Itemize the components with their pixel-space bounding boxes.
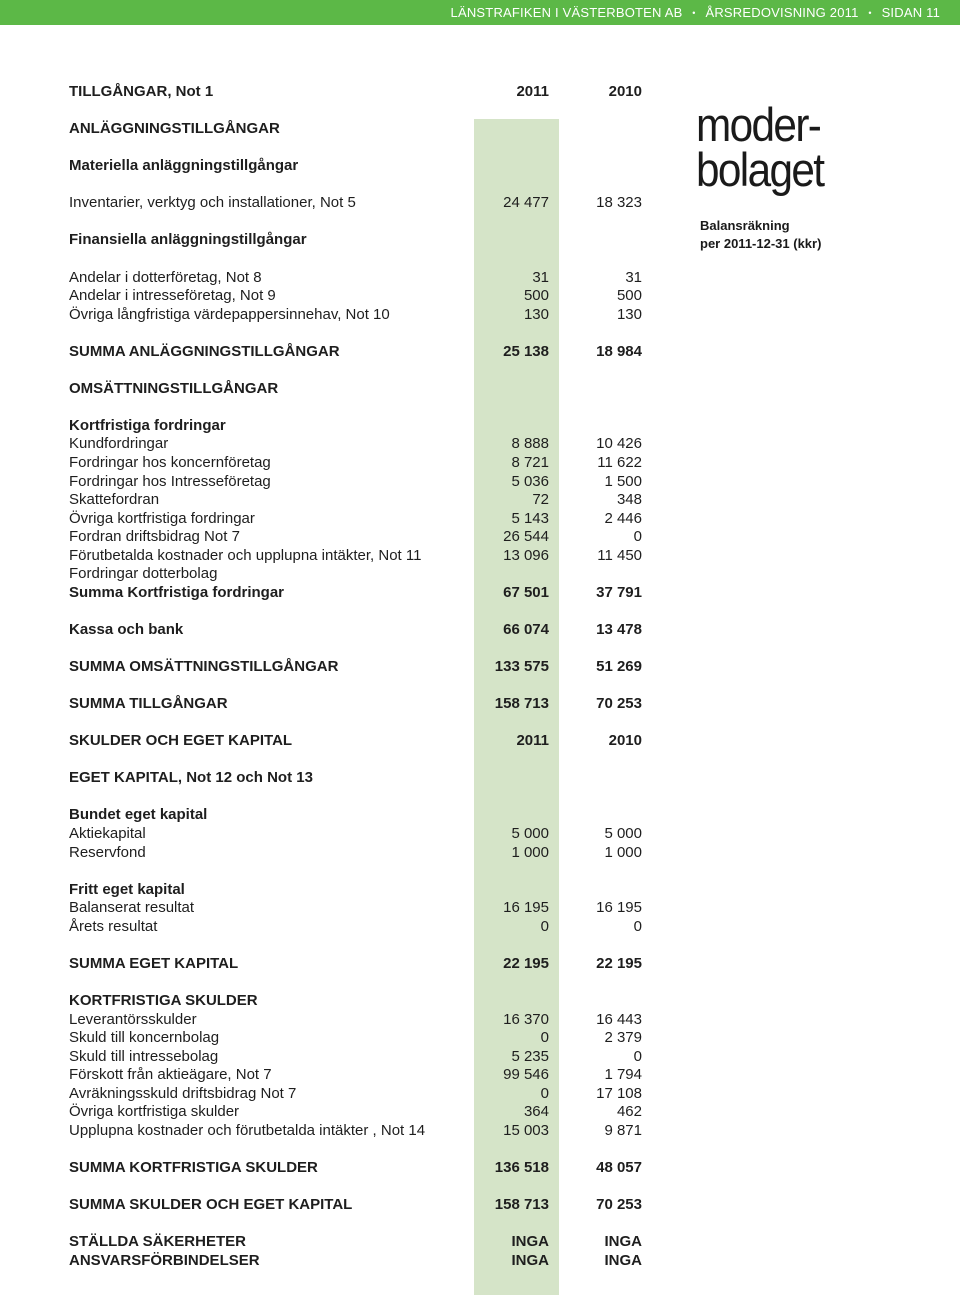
- row-value-2010: 11 622: [597, 454, 642, 471]
- side-title-line-2: bolaget: [696, 143, 824, 196]
- table-row: [69, 1232, 642, 1251]
- row-label: Bundet eget kapital: [69, 806, 208, 824]
- row-label: Summa Kortfristiga fordringar: [69, 583, 285, 601]
- row-value-2011: 26 544: [503, 528, 549, 546]
- row-label: ANSVARSFÖRBINDELSER: [69, 1251, 260, 1269]
- page-header-bar: [0, 0, 960, 25]
- header-report-title: ÅRSREDOVISNING 2011: [705, 5, 859, 20]
- row-value-2010: 18 323: [596, 194, 642, 212]
- row-value-2010: 462: [616, 1103, 642, 1121]
- table-row: [69, 305, 642, 324]
- row-label: Balanserat resultat: [69, 899, 195, 917]
- row-value-2011: 8 721: [511, 454, 549, 471]
- table-row: [69, 509, 642, 528]
- row-value-2010: 11 450: [597, 546, 642, 564]
- row-value-2011: 99 546: [503, 1066, 549, 1084]
- side-subtitle-line-2: per 2011-12-31 (kkr): [700, 236, 822, 251]
- row-label: Kortfristiga fordringar: [69, 416, 226, 434]
- row-value-2011: 16 195: [503, 899, 549, 917]
- row-value-2010: 0: [633, 1047, 642, 1065]
- table-row: [69, 193, 642, 212]
- table-row: [69, 82, 642, 101]
- table-row: [69, 843, 642, 862]
- table-row: [69, 880, 642, 899]
- row-value-2011: 2011: [516, 732, 549, 750]
- row-value-2011: 22 195: [503, 954, 549, 972]
- row-value-2011: 158 713: [494, 695, 549, 713]
- row-value-2011: 2011: [516, 83, 549, 100]
- row-label: Inventarier, verktyg och installationer, Not 5: [69, 194, 356, 212]
- row-value-2010: 9 871: [604, 1121, 642, 1139]
- row-label: Andelar i dotterföretag, Not 8: [69, 268, 262, 286]
- side-title-line-1: moder-: [696, 98, 821, 151]
- row-label: Upplupna kostnader och förutbetalda intäkter , Not 14: [69, 1121, 426, 1139]
- header-bullet-2: •: [868, 8, 872, 18]
- row-label: Förskott från aktieägare, Not 7: [69, 1066, 272, 1084]
- side-subtitle: [700, 217, 821, 253]
- row-value-2011: 25 138: [503, 342, 549, 360]
- table-row: [69, 768, 642, 787]
- row-value-2011: 5 143: [511, 509, 549, 527]
- table-row: [69, 546, 642, 565]
- row-value-2011: 500: [523, 287, 549, 305]
- table-row: [69, 1251, 642, 1270]
- row-value-2011: 0: [540, 1029, 549, 1047]
- row-label: Kundfordringar: [69, 435, 169, 453]
- table-row: [69, 898, 642, 917]
- row-label: Förutbetalda kostnader och upplupna intäkter, Not 11: [69, 546, 422, 564]
- row-label: SUMMA TILLGÅNGAR: [69, 695, 228, 713]
- table-row: [69, 1102, 642, 1121]
- row-label: Fordran driftsbidrag Not 7: [69, 528, 240, 546]
- row-label: SUMMA SKULDER OCH EGET KAPITAL: [69, 1196, 353, 1213]
- row-label: Leverantörsskulder: [69, 1010, 197, 1028]
- row-value-2010: 2010: [608, 83, 642, 100]
- row-value-2010: 2010: [608, 732, 642, 750]
- row-label: OMSÄTTNINGSTILLGÅNGAR: [69, 379, 279, 397]
- row-value-2011: 158 713: [494, 1196, 549, 1213]
- table-row: [69, 268, 642, 287]
- row-label: SUMMA EGET KAPITAL: [69, 954, 239, 972]
- row-value-2011: 72: [532, 491, 549, 509]
- table-row: [69, 1028, 642, 1047]
- row-value-2010: 1 794: [604, 1066, 642, 1084]
- table-row: [69, 434, 642, 453]
- row-value-2011: 130: [523, 305, 549, 323]
- row-label: Övriga långfristiga värdepappersinnehav, Not 10: [69, 305, 390, 323]
- row-label: Andelar i intresseföretag, Not 9: [69, 287, 276, 305]
- table-row: [69, 620, 642, 639]
- row-value-2010: 2 379: [604, 1029, 642, 1047]
- row-label: Årets resultat: [69, 917, 158, 935]
- header-bullet-1: •: [692, 8, 696, 18]
- row-value-2010: 1 500: [604, 472, 642, 490]
- row-value-2011: INGA: [511, 1233, 549, 1251]
- row-value-2010: 130: [616, 305, 642, 323]
- row-label: Aktiekapital: [69, 825, 146, 842]
- row-value-2010: 37 791: [596, 583, 642, 601]
- row-value-2011: 16 370: [503, 1010, 549, 1028]
- row-label: Kassa och bank: [69, 620, 184, 638]
- row-value-2011: 0: [540, 1084, 549, 1102]
- row-value-2011: 24 477: [503, 194, 549, 212]
- row-value-2011: INGA: [511, 1251, 549, 1269]
- row-value-2010: 0: [633, 917, 642, 935]
- table-row: [69, 954, 642, 973]
- table-row: [69, 453, 642, 472]
- table-row: [69, 694, 642, 713]
- row-value-2010: 0: [633, 528, 642, 546]
- row-value-2011: 8 888: [511, 435, 549, 453]
- row-label: SUMMA OMSÄTTNINGSTILLGÅNGAR: [69, 658, 339, 676]
- table-row: [69, 564, 642, 583]
- row-label: Materiella anläggningstillgångar: [69, 157, 299, 175]
- row-value-2010: 16 195: [596, 899, 642, 917]
- table-row: [69, 416, 642, 435]
- table-row: [69, 490, 642, 509]
- table-row: [69, 657, 642, 676]
- row-value-2010: 31: [625, 268, 642, 286]
- row-value-2010: 48 057: [596, 1158, 642, 1176]
- row-value-2010: 348: [616, 491, 642, 509]
- table-row: [69, 1121, 642, 1140]
- row-label: EGET KAPITAL, Not 12 och Not 13: [69, 769, 313, 787]
- row-value-2011: 31: [532, 268, 549, 286]
- table-row: [69, 805, 642, 824]
- row-label: STÄLLDA SÄKERHETER: [69, 1233, 246, 1251]
- row-label: Reservfond: [69, 843, 146, 861]
- row-value-2010: 5 000: [604, 825, 642, 842]
- row-label: TILLGÅNGAR, Not 1: [69, 83, 214, 100]
- table-row: [69, 472, 642, 491]
- row-label: ANLÄGGNINGSTILLGÅNGAR: [69, 120, 280, 138]
- side-title: [696, 98, 824, 196]
- row-value-2011: 133 575: [494, 658, 549, 676]
- header-page-number: SIDAN 11: [881, 5, 940, 20]
- table-row: [69, 991, 642, 1010]
- table-row: [69, 1158, 642, 1177]
- row-value-2010: 16 443: [596, 1010, 642, 1028]
- table-row: [69, 119, 642, 138]
- side-subtitle-line-1: Balansräkning: [700, 218, 790, 233]
- row-value-2010: 70 253: [596, 1196, 642, 1213]
- row-label: Fordringar dotterbolag: [69, 565, 218, 583]
- row-label: Skuld till koncernbolag: [69, 1029, 220, 1047]
- row-label: Skattefordran: [69, 491, 160, 509]
- row-value-2011: 5 000: [511, 825, 549, 842]
- row-value-2011: 136 518: [494, 1158, 549, 1176]
- table-row: [69, 1084, 642, 1103]
- row-value-2010: INGA: [604, 1233, 642, 1251]
- table-row: [69, 1010, 642, 1029]
- table-row: [69, 379, 642, 398]
- row-label: Avräkningsskuld driftsbidrag Not 7: [69, 1084, 297, 1102]
- row-label: Fordringar hos koncernföretag: [69, 454, 271, 471]
- row-value-2010: 22 195: [596, 954, 642, 972]
- row-label: Fordringar hos Intresseföretag: [69, 472, 271, 490]
- row-value-2010: 10 426: [596, 435, 642, 453]
- table-row: [69, 286, 642, 305]
- row-value-2011: 66 074: [503, 620, 549, 638]
- row-value-2010: 13 478: [596, 620, 642, 638]
- row-value-2010: 1 000: [604, 843, 642, 861]
- row-label: Övriga kortfristiga fordringar: [69, 509, 255, 527]
- row-label: Övriga kortfristiga skulder: [69, 1103, 240, 1121]
- row-label: KORTFRISTIGA SKULDER: [69, 991, 258, 1009]
- table-row: [69, 583, 642, 602]
- row-value-2010: 17 108: [596, 1084, 642, 1102]
- row-value-2010: 18 984: [596, 342, 642, 360]
- row-value-2010: 70 253: [596, 695, 642, 713]
- row-value-2010: INGA: [604, 1251, 642, 1269]
- row-label: Skuld till intressebolag: [69, 1047, 219, 1065]
- table-row: [69, 731, 642, 750]
- row-value-2010: 51 269: [596, 658, 642, 676]
- row-value-2011: 5 036: [511, 472, 549, 490]
- table-row: [69, 156, 642, 175]
- row-label: SKULDER OCH EGET KAPITAL: [69, 732, 293, 750]
- row-value-2011: 0: [540, 917, 549, 935]
- row-label: SUMMA ANLÄGGNINGSTILLGÅNGAR: [69, 342, 340, 360]
- row-value-2011: 364: [523, 1103, 549, 1121]
- table-row: [69, 1195, 642, 1214]
- row-value-2011: 67 501: [503, 583, 549, 601]
- row-value-2011: 15 003: [503, 1121, 549, 1139]
- row-value-2010: 500: [616, 287, 642, 305]
- table-row: [69, 917, 642, 936]
- row-label: SUMMA KORTFRISTIGA SKULDER: [69, 1158, 318, 1176]
- table-row: [69, 1047, 642, 1066]
- row-label: Finansiella anläggningstillgångar: [69, 231, 307, 249]
- table-row: [69, 1065, 642, 1084]
- table-row: [69, 527, 642, 546]
- table-row: [69, 824, 642, 843]
- row-label: Fritt eget kapital: [69, 880, 185, 898]
- header-company: LÄNSTRAFIKEN I VÄSTERBOTEN AB: [450, 5, 683, 20]
- row-value-2011: 1 000: [511, 843, 549, 861]
- row-value-2011: 5 235: [511, 1047, 549, 1065]
- table-row: [69, 342, 642, 361]
- table-row: [69, 230, 642, 249]
- row-value-2011: 13 096: [503, 546, 549, 564]
- row-value-2010: 2 446: [604, 509, 642, 527]
